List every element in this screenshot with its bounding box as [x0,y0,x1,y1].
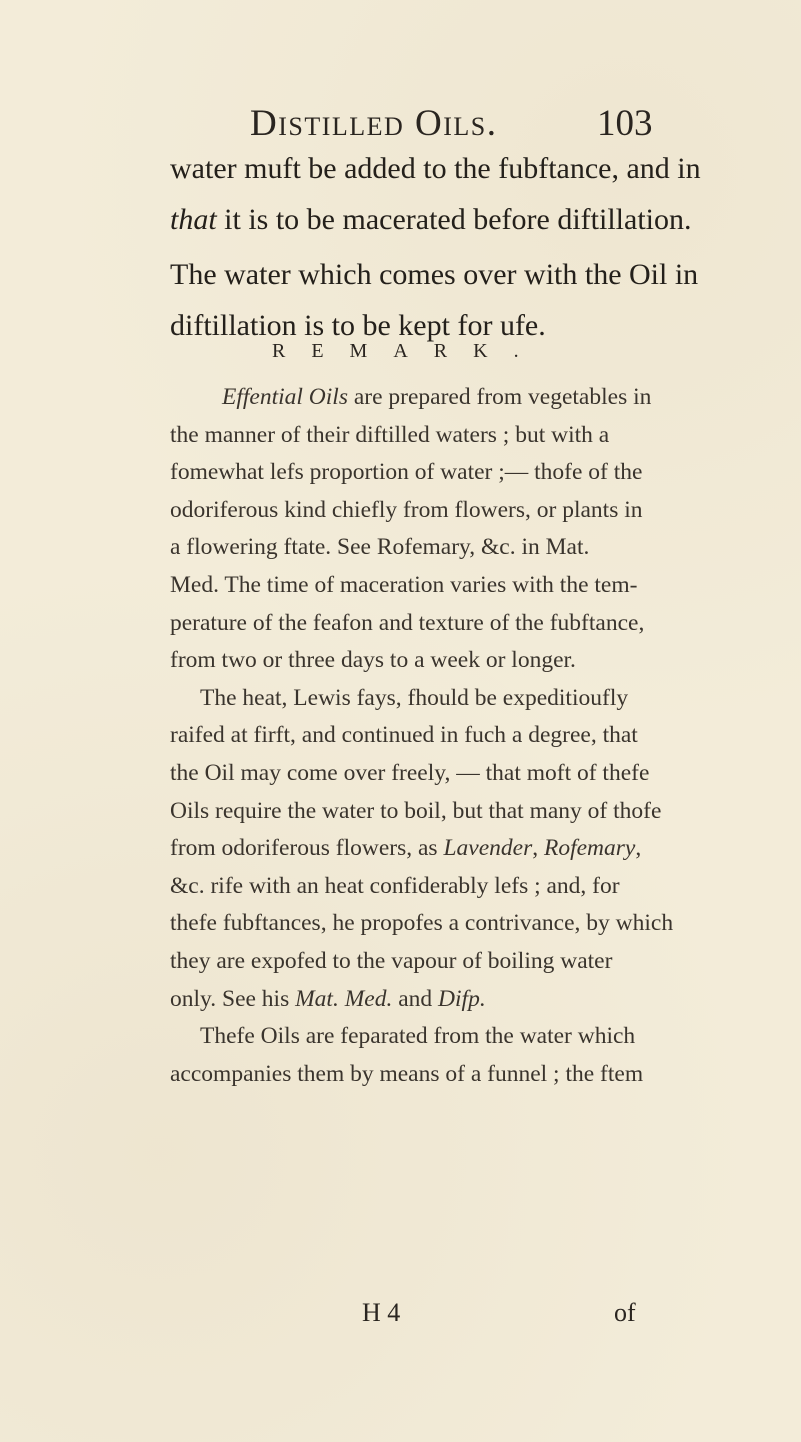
text-run: are prepared from vegetables in [347,384,652,410]
text-line: the manner of their diftilled waters ; but with a [170,421,610,448]
text-run: only. See his [170,985,296,1012]
text-line: Oils require the water to boil, but that many of thofe [170,797,662,824]
text-line: &c. rife with an heat confiderably lefs ; and, for [170,872,620,899]
running-title: Distilled Oils. [250,103,498,144]
text-line [170,830,640,868]
text-line: a flowering ftate. See Rofemary, &c. in Mat. [170,534,590,561]
text-line: odoriferous kind chiefly from flowers, or plants in [170,496,643,523]
text-line: The water which comes over with the Oil in [170,258,699,291]
text-line: Med. The time of maceration varies with the tem- [170,571,638,598]
intro-paragraph [170,143,701,245]
text-run: , [532,835,544,862]
remark-heading: REMARK. [272,340,545,362]
text-run: it is to be macerated before diftillation. [216,203,692,236]
catchword: of [614,1298,636,1327]
second-paragraph [170,249,699,351]
text-line [170,143,701,194]
text-line: raifed at firft, and continued in fuch a degree, that [170,722,638,749]
text-line [170,981,640,1019]
text-line: they are expofed to the vapour of boiling water [170,947,613,974]
remark-body [170,379,674,1093]
text-run: from odoriferous flowers, as [170,835,444,862]
text-line [170,194,692,245]
signature-mark: H 4 [362,1298,401,1327]
page-header [0,102,801,146]
text-run: , [635,835,642,862]
page-footer [0,1298,801,1334]
italic-text: Rofemary [543,835,636,862]
text-line: the Oil may come over freely, — that moft of thefe [170,759,650,786]
text-line: diftillation is to be kept for ufe. [170,309,546,342]
text-line: fomewhat lefs proportion of water ;— thofe of the [170,459,643,486]
italic-text: that [170,203,217,236]
text-line: perature of the feafon and texture of the fubftance, [170,609,645,636]
text-run: water muft be added to the fubftance, and in [170,152,701,185]
italic-text: Lavender [443,835,533,862]
text-line: accompanies them by means of a funnel ; the ftem [170,1060,644,1087]
text-line: thefe fubftances, he propofes a contrivance, by which [170,910,674,937]
text-line [170,379,652,417]
page-number: 103 [597,103,653,144]
text-run: and [392,985,439,1012]
italic-text: Mat. Med. [295,985,393,1012]
text-line: The heat, Lewis fays, fhould be expeditioufly [200,684,629,711]
italic-text: Difp. [438,985,486,1012]
italic-text: Effential Oils [222,384,348,410]
text-line: from two or three days to a week or longer. [170,647,576,674]
text-line: Thefe Oils are feparated from the water which [200,1023,636,1050]
